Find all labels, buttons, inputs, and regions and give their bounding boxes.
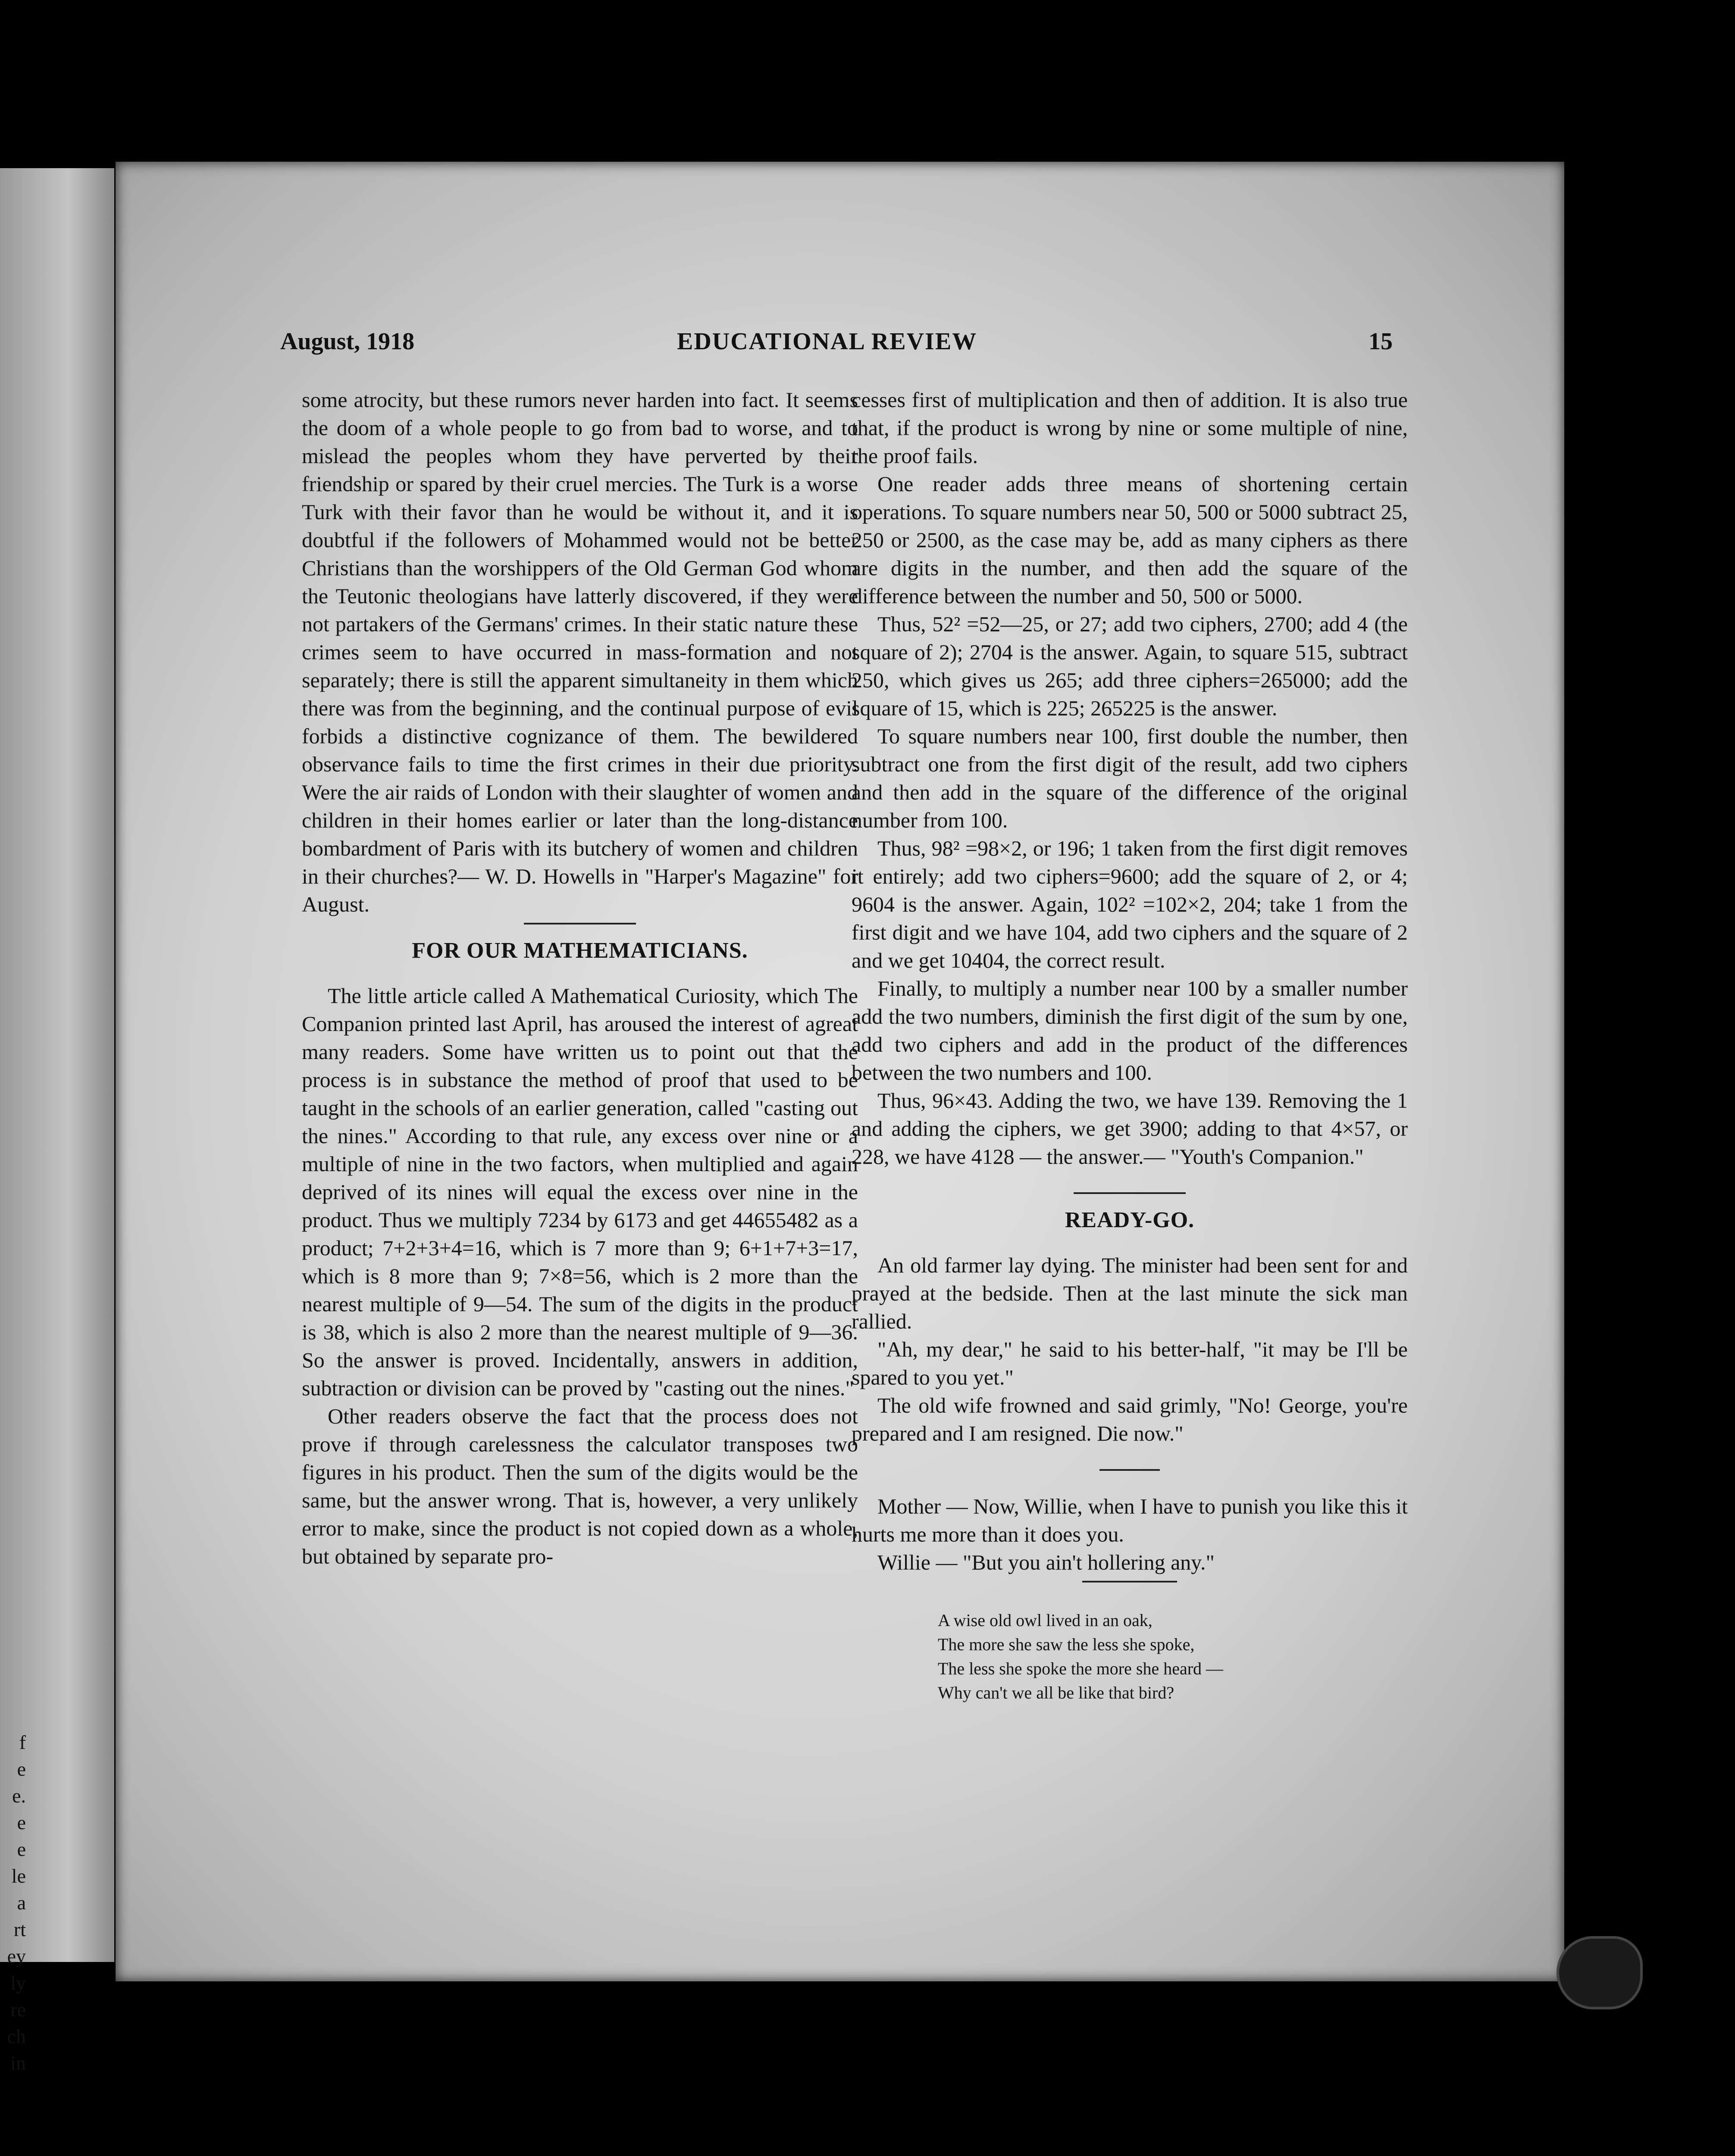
joke-paragraph: Mother — Now, Willie, when I have to punish you like this it hurts me more than it does you.: [852, 1494, 1408, 1546]
article-paragraph: Other readers observe the fact that the process does not prove if through carelessness the calculator transposes two figures in his product. Then the sum of the digits would be the same, but the answer wrong. That is, however, a very unlikely error to make, since the product is not copied down as a whole, but obtained by separate pro-: [302, 1404, 858, 1568]
section-divider: [524, 923, 636, 924]
article-paragraph: The little article called A Mathematical Curiosity, which The Companion printed last April, has aroused the interest of agreat many readers. Some have written us to point out that the process is in substance the method of proof that used to be taught in the schools of an earlier generation, called "casting out the nines." According to that rule, any excess over nine or a multiple of nine in the two factors, when multiplied and again deprived of its nines will equal the excess over nine in the product. Thus we multiply 7234 by 6173 and get 44655482 as a product; 7+2+3+4=16, which is 7 more than 9; 6+1+7+3=17, which is 8 more than 9; 7×8=56, which is 2 more than the nearest multiple of 9—54. The sum of the digits in the product is 38, which is also 2 more than the nearest multiple of 9—36. So the answer is proved. Incidentally, answers in addition, subtraction or division can be proved by "casting out the nines.": [302, 984, 858, 1400]
section-heading: FOR OUR MATHEMATICIANS.: [412, 938, 748, 963]
fragment-line: e: [17, 1811, 26, 1833]
article-paragraph: Thus, 52² =52—25, or 27; add two ciphers, 2700; add 4 (the square of 2); 2704 is the answer. Again, to square 515, subtract 250, which gives us 265; add three ciphers=265000; add the square of 15, which is 225; 265225 is the answer.: [852, 612, 1408, 720]
joke-paragraph: Willie — "But you ain't hollering any.": [877, 1550, 1215, 1574]
page-number: 15: [1369, 328, 1393, 355]
section-divider: [1082, 1581, 1177, 1583]
anecdote-paragraph: An old farmer lay dying. The minister had been sent for and prayed at the bedside. Then at the last minute the sick man rallied.: [852, 1253, 1408, 1333]
left-column: [302, 386, 858, 1570]
anecdote-paragraph: "Ah, my dear," he said to his better-half, "it may be I'll be spared to you yet.": [852, 1337, 1408, 1389]
poem-line: The less she spoke the more she heard —: [938, 1659, 1224, 1678]
fragment-line: f: [19, 1731, 26, 1753]
poem-line: Why can't we all be like that bird?: [938, 1683, 1174, 1702]
section-divider: [1074, 1192, 1186, 1194]
article-paragraph: To square numbers near 100, first double the number, then subtract one from the first digit of the result, add two ciphers and then add in the square of the difference of the original number from 100.: [852, 724, 1408, 832]
journal-title: EDUCATIONAL REVIEW: [677, 328, 977, 355]
fragment-line: ly: [10, 1972, 26, 1994]
adjacent-page-fragments: [0, 1729, 26, 2077]
section-divider: [1099, 1469, 1160, 1471]
scanner-thumb: [1556, 1936, 1643, 2009]
article-paragraph: One reader adds three means of shortening certain operations. To square numbers near 50, 500 or 5000 subtract 25, 250 or 2500, as the case may be, add as many ciphers as there are digits in the number, and then add the square of the difference between the number and 50, 500 or 5000.: [852, 472, 1408, 608]
article-paragraph: cesses first of multiplication and then of addition. It is also true that, if the product is wrong by nine or some multiple of nine, the proof fails.: [852, 388, 1408, 468]
fragment-line: re: [10, 1999, 26, 2021]
owl-poem: [938, 1608, 1408, 1705]
right-column: [852, 386, 1408, 1705]
page-header: [280, 328, 1393, 362]
fragment-line: rt: [13, 1918, 26, 1940]
article-paragraph: Thus, 98² =98×2, or 196; 1 taken from the first digit removes it entirely; add two ciphers=9600; add the square of 2, or 4; 9604 is the answer. Again, 102² =102×2, 204; take 1 from the first digit and we have 104, add two ciphers and the square of 2 and we get 10404, the correct result.: [852, 836, 1408, 972]
fragment-line: le: [11, 1865, 26, 1887]
article-paragraph: Finally, to multiply a number near 100 by a smaller number add the two numbers, diminish the first digit of the sum by one, add two ciphers and add in the product of the differences between the two numbers and 100.: [852, 976, 1408, 1084]
fragment-line: a: [17, 1892, 26, 1914]
fragment-line: ch: [7, 2025, 26, 2047]
fragment-line: in: [10, 2052, 26, 2074]
poem-line: A wise old owl lived in an oak,: [938, 1611, 1152, 1630]
fragment-line: ey: [7, 1945, 26, 1967]
article-paragraph: Thus, 96×43. Adding the two, we have 139. Removing the 1 and adding the ciphers, we get 3900; adding to that 4×57, or 228, we have 4128 — the answer.— "Youth's Companion.": [852, 1088, 1408, 1169]
howells-excerpt: some atrocity, but these rumors never harden into fact. It seems the doom of a whole people to go from bad to worse, and to mislead the peoples whom they have perverted by their friendship or spared by their cruel mercies. The Turk is a worse Turk with their favor than he would be without it, and it is doubtful if the followers of Mohammed would not be better Christians than the worshippers of the Old German God whom the Teutonic theologians have latterly discovered, if they were not partakers of the Germans' crimes. In their static nature these crimes seem to have occurred in mass-formation and not separately; there is still the apparent simultaneity in them which there was from the beginning, and the continual purpose of evil forbids a distinctive cognizance of them. The bewildered observance fails to time the first crimes in their due priority. Were the air raids of London with their slaughter of women and children in their homes earlier or later than the long-distance bombardment of Paris with its butchery of women and children in their churches?— W. D. Howells in "Harper's Magazine" for August.: [302, 388, 858, 916]
fragment-line: e.: [12, 1785, 26, 1807]
fragment-line: e: [17, 1758, 26, 1780]
fragment-line: e: [17, 1838, 26, 1860]
poem-line: The more she saw the less she spoke,: [938, 1635, 1195, 1654]
issue-date: August, 1918: [280, 328, 415, 355]
adjacent-page-edge: [0, 168, 114, 2074]
anecdote-paragraph: The old wife frowned and said grimly, "No! George, you're prepared and I am resigned. Die now.": [852, 1393, 1408, 1445]
section-heading: READY-GO.: [1065, 1208, 1195, 1232]
